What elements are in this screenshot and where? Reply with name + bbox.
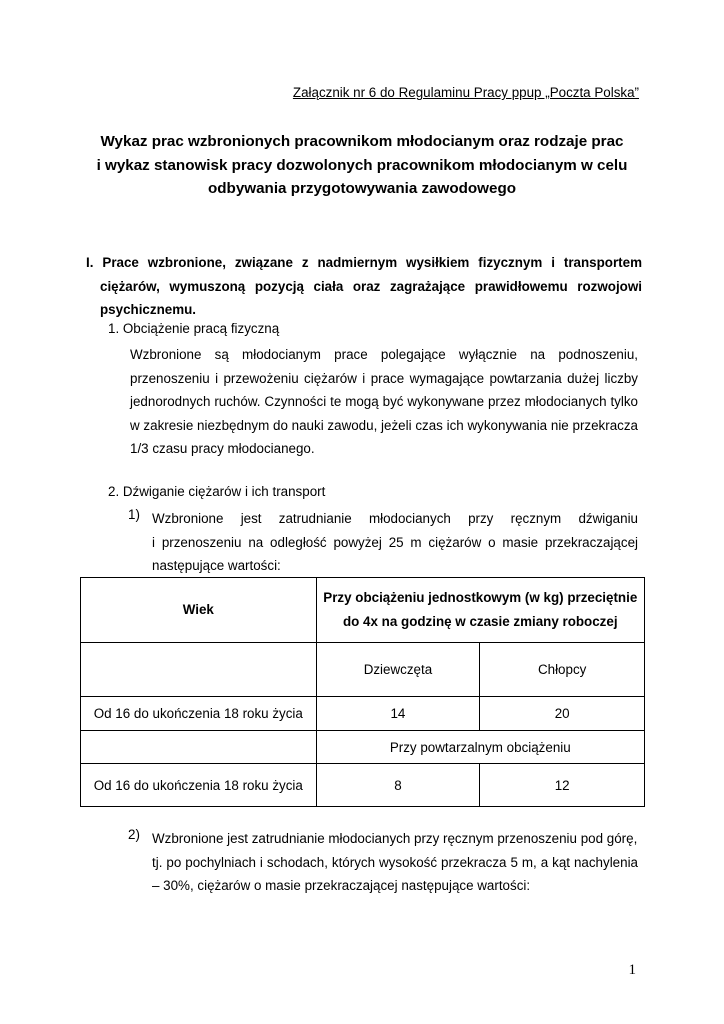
table-cell-boys: 20	[480, 697, 645, 731]
table-cell-empty	[81, 643, 317, 697]
table-cell-girls: 8	[316, 764, 480, 807]
subitem-1-text	[152, 507, 638, 578]
header-line: Przy obciążeniu jednostkowym (w kg) przeciętnie	[323, 590, 638, 605]
table-header-girls: Dziewczęta	[316, 643, 480, 697]
title-line: i wykaz stanowisk pracy dozwolonych pracownikom młodocianym w celu	[96, 156, 628, 174]
weight-limits-table	[80, 577, 645, 807]
page-number: 1	[628, 962, 636, 978]
section-heading	[86, 251, 642, 322]
attachment-note: Załącznik nr 6 do Regulaminu Pracy ppup „Poczta Polska”	[292, 85, 639, 100]
subitem-1-number: 1)	[128, 507, 140, 522]
title-line: Wykaz prac wzbronionych pracownikom młodocianym oraz rodzaje prac	[100, 133, 624, 150]
table-row	[81, 764, 645, 807]
paragraph-line: i przenoszeniu na odległość powyżej 25 m ciężarów o masie przekraczającej	[152, 534, 638, 550]
subitem-2-text	[152, 827, 638, 898]
table-repeated-load-label: Przy powtarzalnym obciążeniu	[316, 731, 644, 764]
paragraph-line: 1/3 czasu pracy młodocianego.	[130, 441, 315, 456]
table-cell-age: Od 16 do ukończenia 18 roku życia	[81, 764, 317, 807]
title-line: odbywania przygotowywania zawodowego	[208, 180, 516, 197]
table-cell-empty	[81, 731, 317, 764]
table-row	[81, 731, 645, 764]
paragraph-line: jednorodnych ruchów. Czynności te mogą być wykonywane przez młodocianych tylko	[130, 394, 638, 409]
paragraph-line: Wzbronione jest zatrudnianie młodocianych przy ręcznym przenoszeniu pod górę,	[152, 831, 638, 846]
section-heading-line: psychicznemu.	[100, 302, 196, 317]
section-heading-line: I. Prace wzbronione, związane z nadmiernym wysiłkiem fizycznym i transportem	[86, 255, 642, 270]
table-cell-age: Od 16 do ukończenia 18 roku życia	[81, 697, 317, 731]
paragraph-line: Wzbronione są młodocianym prace polegające wyłącznie na podnoszeniu,	[130, 347, 638, 362]
item-2-label: 2. Dźwiganie ciężarów i ich transport	[108, 484, 326, 499]
paragraph-line: – 30%, ciężarów o masie przekraczającej następujące wartości:	[152, 878, 531, 893]
section-heading-line: ciężarów, wymuszoną pozycją ciała oraz zagrażające prawidłowemu rozwojowi	[100, 278, 642, 294]
table-header-unit-load	[316, 578, 644, 643]
item-1-text	[130, 343, 638, 461]
paragraph-line: Wzbronione jest zatrudnianie młodocianych przy ręcznym dźwiganiu	[152, 511, 638, 526]
subitem-2-number: 2)	[128, 827, 140, 842]
item-1-label: 1. Obciążenie pracą fizyczną	[108, 321, 280, 336]
paragraph-line: tj. po pochylniach i schodach, których wysokość przekracza 5 m, a kąt nachylenia	[152, 854, 638, 870]
paragraph-line: w zakresie niezbędnym do nauki zawodu, jeżeli czas ich wykonywania nie przekracza	[130, 417, 638, 433]
paragraph-line: następujące wartości:	[152, 558, 281, 573]
table-header-age: Wiek	[81, 578, 317, 643]
table-cell-boys: 12	[480, 764, 645, 807]
table-header-boys: Chłopcy	[480, 643, 645, 697]
table-row	[81, 643, 645, 697]
paragraph-line: przenoszeniu i przewożeniu ciężarów i prace wymagające powtarzania dużej liczby	[130, 370, 638, 386]
header-line: do 4x na godzinę w czasie zmiany roboczej	[342, 614, 618, 629]
document-title	[80, 130, 644, 201]
table-row	[81, 697, 645, 731]
table-cell-girls: 14	[316, 697, 480, 731]
table-row	[81, 578, 645, 643]
